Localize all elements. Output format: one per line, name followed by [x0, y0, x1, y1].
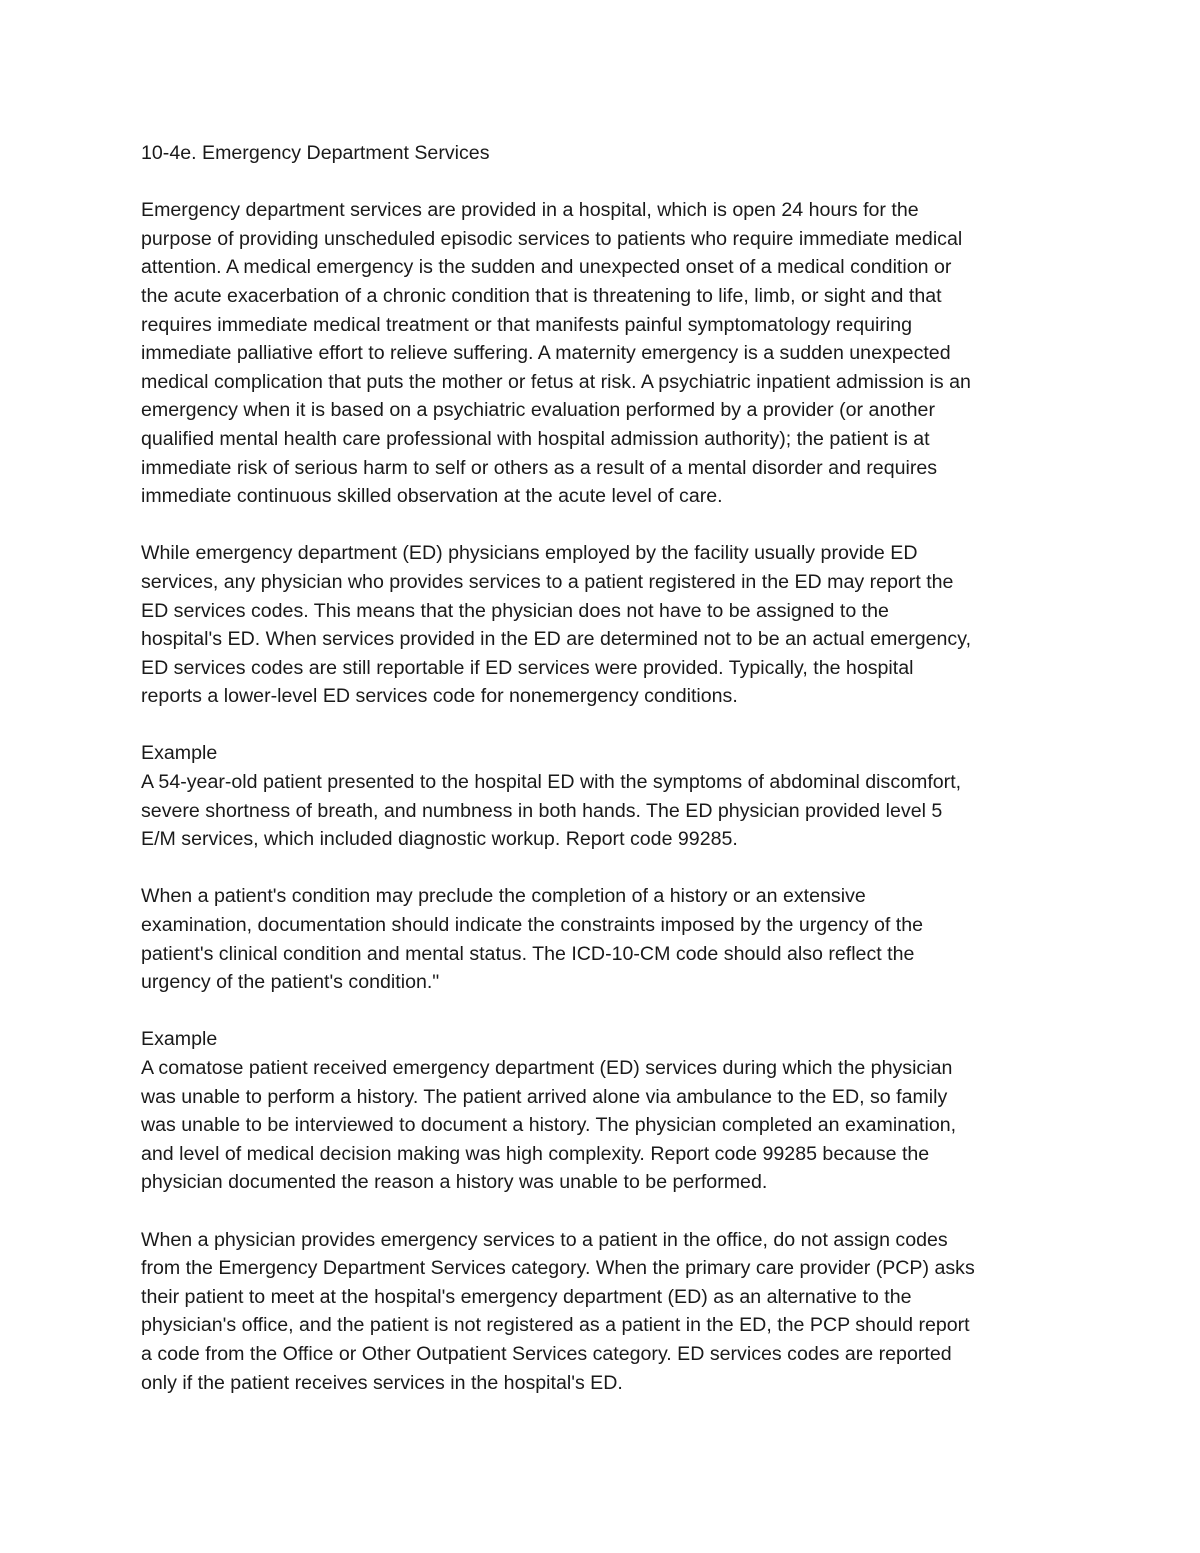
spacer: [141, 1197, 1071, 1226]
example-2: Example A comatose patient received emergency department (ED) services during which the physician was unable to perform a history. The patient arrived alone via ambulance to the ED, so family was unable to be interviewed to document a history. The physician completed an examination, and level of medical decision making was high complexity. Report code 99285 because the physician documented the reason a history was unable to be performed.: [141, 1028, 957, 1194]
example-1: Example A 54-year-old patient presented to the hospital ED with the symptoms of abdominal discomfort, severe shortness of breath, and numbness in both hands. The ED physician provided level 5 E/M services, which included diagnostic workup. Report code 99285.: [141, 742, 962, 851]
paragraph-office-services: When a physician provides emergency services to a patient in the office, do not assign codes from the Emergency Department Services category. When the primary care provider (PCP) asks their patient to meet at the hospital's emergency department (ED) as an alternative to the physician's office, and the patient is not registered as a patient in the ED, the PCP should report a code from the Office or Other Outpatient Services category. ED services codes are reported only if the patient receives services in the hospital's ED.: [141, 1228, 975, 1394]
document-page: [141, 139, 1071, 1397]
spacer: [141, 711, 1071, 740]
spacer: [141, 511, 1071, 540]
paragraph-ed-physicians: While emergency department (ED) physicians employed by the facility usually provide ED services, any physician who provides services to a patient registered in the ED may report the ED services codes. This means that the physician does not have to be assigned to the hospital's ED. When services provided in the ED are determined not to be an actual emergency, ED services codes are still reportable if ED services were provided. Typically, the hospital reports a lower-level ED services code for nonemergency conditions.: [141, 542, 972, 708]
spacer: [141, 168, 1071, 197]
spacer: [141, 854, 1071, 883]
spacer: [141, 997, 1071, 1026]
section-heading: 10-4e. Emergency Department Services: [141, 142, 490, 164]
paragraph-documentation: When a patient's condition may preclude the completion of a history or an extensive examination, documentation should indicate the constraints imposed by the urgency of the patient's clinical condition and mental status. The ICD-10-CM code should also reflect the urgency of the patient's condition.": [141, 885, 924, 994]
paragraph-ed-definition: Emergency department services are provided in a hospital, which is open 24 hours for the purpose of providing unscheduled episodic services to patients who require immediate medical attention. A medical emergency is the sudden and unexpected onset of a medical condition or the acute exacerbation of a chronic condition that is threatening to life, limb, or sight and that requires immediate medical treatment or that manifests painful symptomatology requiring immediate palliative effort to relieve suffering. A maternity emergency is a sudden unexpected medical complication that puts the mother or fetus at risk. A psychiatric inpatient admission is an emergency when it is based on a psychiatric evaluation performed by a provider (or another qualified mental health care professional with hospital admission authority); the patient is at immediate risk of serious harm to self or others as a result of a mental disorder and requires immediate continuous skilled observation at the acute level of care.: [141, 199, 971, 508]
